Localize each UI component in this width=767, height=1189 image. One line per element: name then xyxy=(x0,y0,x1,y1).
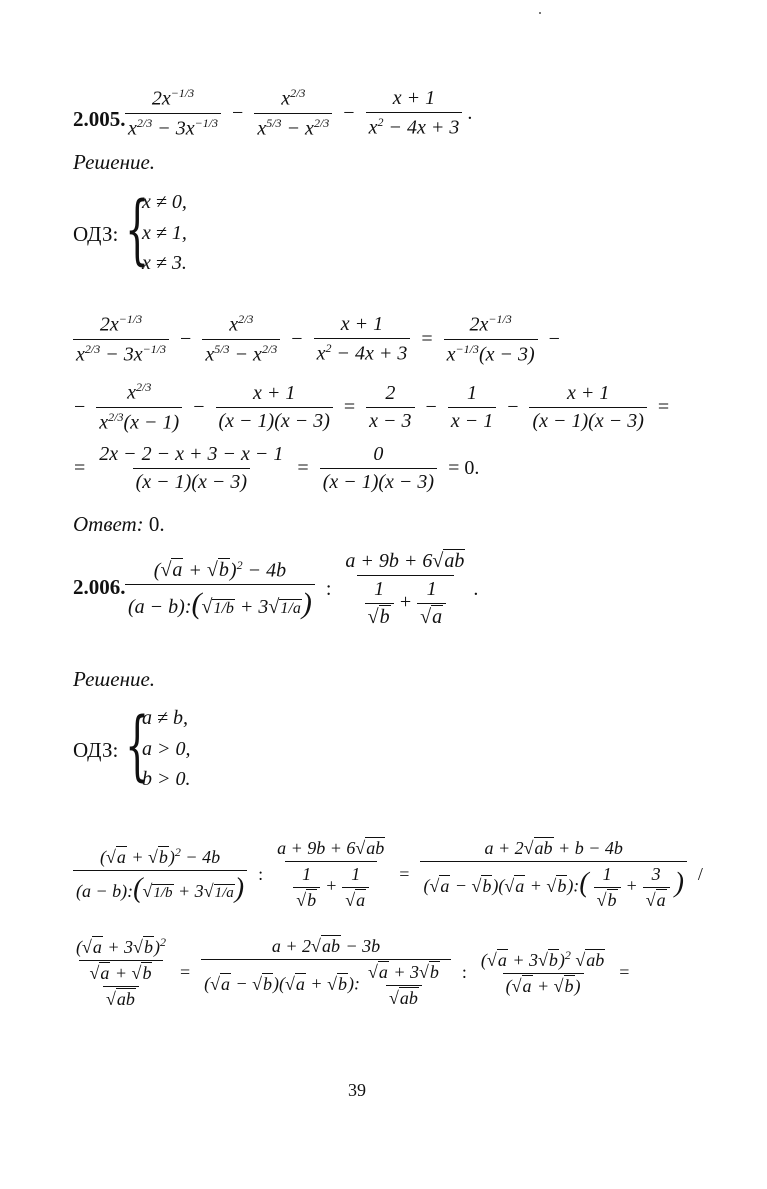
problem-1-odz-condition-2: x ≠ 1, xyxy=(142,222,187,244)
problem-1-solution-line-3: = $\frac{2x - 2 - x + 3 - x - 1}{(x - 1)(x - 3)}$ = $\frac{0}{(x - 1)(x - 3)}$ = 0. xyxy=(74,443,480,493)
problem-1-answer-label: Ответ: xyxy=(73,512,144,536)
problem-2-solution-line-2: (√ a + 3√ b)$^2$ √ a + √ b √ ab = a + 2√ ab − 3b (√ a − √ b)(√ a + √ b): √ a + 3√ b √ ab : $\frac{(√ a + 3√ b)^2 √ ab}{(√ a + √ b)}$ = xyxy=(68,935,635,1010)
problem-2-odz-brace: { xyxy=(125,700,150,789)
problem-2-odz-condition-2: a > 0, xyxy=(142,738,191,760)
problem-1-statement: $\frac{2x^{-1/3}}{x^{2/3} - 3x^{-1/3}}$ − $\frac{x^{2/3}}{x^{5/3} - x^{2/3}}$ − $\frac{x + 1}{x^2 - 4x + 3}$ . xyxy=(120,86,472,140)
problem-2-odz-condition-1: a ≠ b, xyxy=(142,707,188,729)
problem-2-odz-label: ОДЗ: xyxy=(73,738,119,762)
page-speck xyxy=(539,12,541,14)
page-number: 39 xyxy=(348,1080,366,1100)
problem-1-number: 2.005. xyxy=(73,107,126,131)
problem-1-odz-label: ОДЗ: xyxy=(73,222,119,246)
problem-1-odz-condition-1: x ≠ 0, xyxy=(142,191,187,213)
problem-1-odz-condition-3: x ≠ 3. xyxy=(142,252,187,274)
problem-2-solution-line-1: $\frac{(√ a + √ b)^2 - 4b}{(a - b):(√ 1/b + 3√ 1/a)}$ : a + 9b + 6√ ab 1 √ b + 1 √ a = a + 2√ ab + b − 4b (√ a − √ b)(√ a + √ b):( 1 √ b + 3 √ a ) / xyxy=(68,838,709,911)
problem-1-solution-line-1: $\frac{2x^{-1/3}}{x^{2/3} - 3x^{-1/3}}$ − $\frac{x^{2/3}}{x^{5/3} - x^{2/3}}$ − $\frac{x + 1}{x^2 - 4x + 3}$ = $\frac{2x^{-1/3}}{x^{-1/3}(x - 3)}$ − xyxy=(68,312,566,366)
problem-2-number: 2.006. xyxy=(73,575,126,599)
problem-1-odz-brace: { xyxy=(125,184,150,273)
problem-1-solution-label: Решение. xyxy=(73,150,156,174)
problem-1-answer xyxy=(73,512,165,537)
problem-2-odz-condition-3: b > 0. xyxy=(142,768,191,790)
problem-1-solution-line-2: − $\frac{x^{2/3}}{x^{2/3}(x - 1)}$ − $\frac{x + 1}{(x - 1)(x - 3)}$ = $\frac{2}{x - 3}$ − $\frac{1}{x - 1}$ − $\frac{x + 1}{(x - 1)(x - 3)}$ = xyxy=(74,380,670,434)
problem-2-statement: $\frac{(√ a + √ b)^2 - 4b}{(a - b):(√ 1/b + 3√ 1/a)}$ : a + 9b + 6√ ab 1 √ b + 1 √ a . xyxy=(120,550,478,629)
problem-2-solution-label: Решение. xyxy=(73,667,156,691)
problem-1-answer-value: 0. xyxy=(148,512,165,536)
